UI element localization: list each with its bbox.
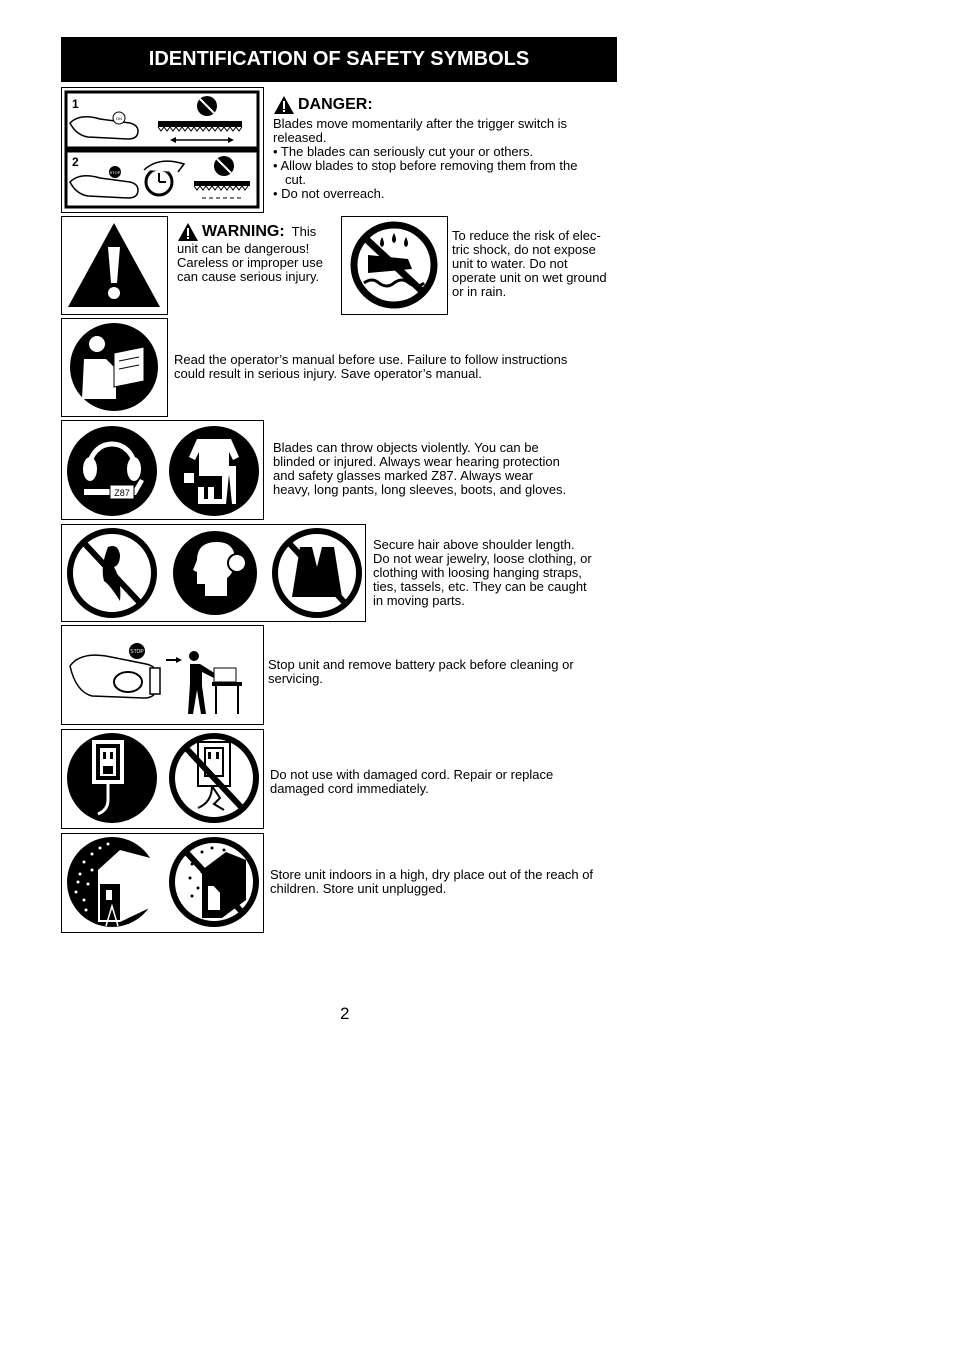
warning-pictogram xyxy=(61,216,168,315)
cord-text: Do not use with damaged cord. Repair or replace damaged cord immediately. xyxy=(270,767,554,796)
read-manual-pictogram xyxy=(61,318,168,417)
manual-text: Read the operator’s manual before use. Failure to follow instructions could result in serious injury. Save operator’s manual. xyxy=(174,352,568,381)
panel-number-1: 1 xyxy=(72,97,79,111)
on-label: ON xyxy=(116,116,122,121)
danger-bullet: • Do not overreach. xyxy=(273,186,385,201)
protection-pictogram xyxy=(61,420,264,520)
store-pictogram xyxy=(61,833,264,933)
hair-text: Secure hair above shoulder length. Do not wear jewelry, loose clothing, or clothing with loosing hanging straps, ties, tassels, etc. They can be caught in moving parts. xyxy=(373,537,592,608)
stop-label: STOP xyxy=(109,170,121,175)
hazard-icon xyxy=(273,95,295,115)
panel-number-2: 2 xyxy=(72,155,79,169)
hazard-icon xyxy=(177,222,199,242)
warning-inline: This xyxy=(291,224,317,239)
danger-bullet: • The blades can seriously cut your or others. xyxy=(273,144,534,159)
warning-body: unit can be dangerous! Careless or improper use can cause serious injury. xyxy=(177,241,323,284)
page-number: 2 xyxy=(340,1004,350,1023)
warning-text xyxy=(177,222,337,284)
hair-clothing-pictogram xyxy=(61,524,366,622)
battery-pictogram xyxy=(61,625,264,725)
page-title: IDENTIFICATION OF SAFETY SYMBOLS xyxy=(61,37,617,82)
no-water-pictogram xyxy=(341,216,448,315)
stop-label: STOP xyxy=(130,649,144,655)
danger-text xyxy=(273,95,613,201)
cord-pictogram xyxy=(61,729,264,829)
protection-text: Blades can throw objects violently. You can be blinded or injured. Always wear hearing protection and safety glasses marked Z87. Always wear heavy, long pants, long sleeves, boots, and gloves. xyxy=(273,440,567,497)
danger-heading: DANGER: xyxy=(273,95,613,115)
z87-label: Z87 xyxy=(114,488,130,498)
warning-heading: WARNING: xyxy=(202,223,285,240)
danger-body: Blades move momentarily after the trigger switch is released. xyxy=(273,116,568,145)
danger-bullet: • Allow blades to stop before removing them from the cut. xyxy=(273,158,578,187)
store-text: Store unit indoors in a high, dry place out of the reach of children. Store unit unplugged. xyxy=(270,867,594,896)
battery-text: Stop unit and remove battery pack before cleaning or servicing. xyxy=(268,657,574,686)
danger-pictogram xyxy=(61,87,264,213)
water-text: To reduce the risk of elec- tric shock, do not expose unit to water. Do not operate unit on wet ground or in rain. xyxy=(452,228,607,299)
